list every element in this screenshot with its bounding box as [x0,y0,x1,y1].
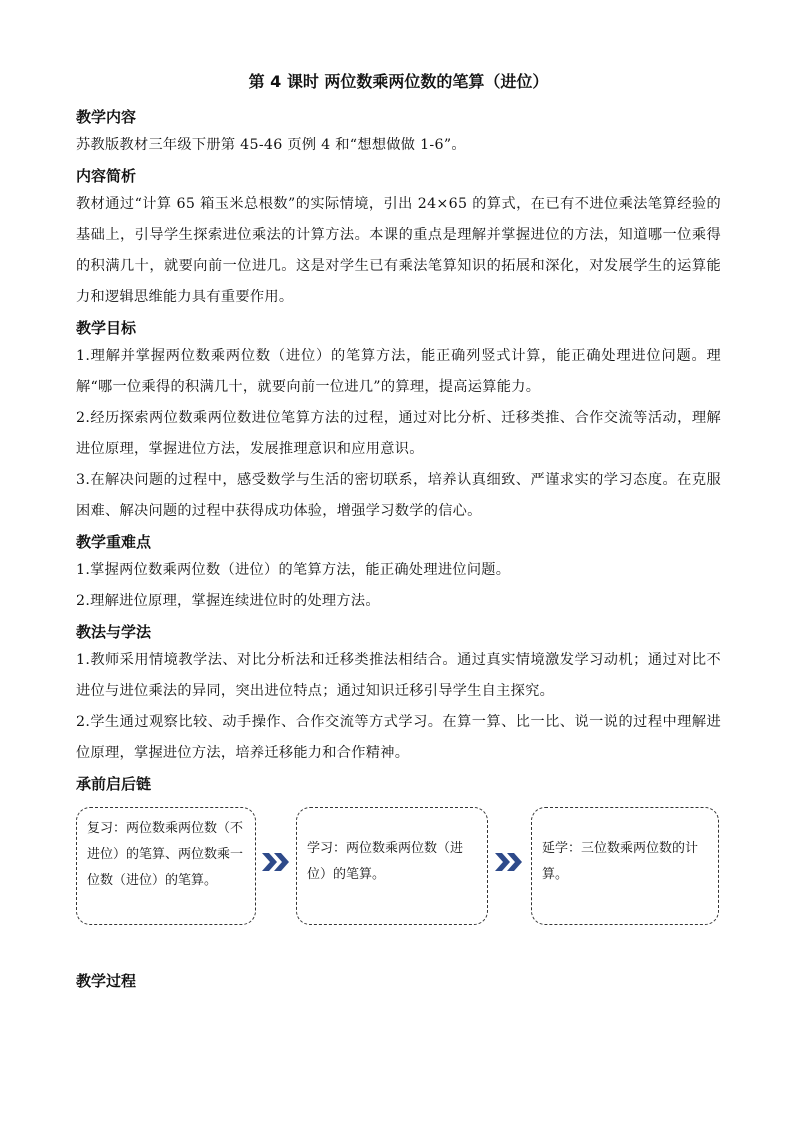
heading-methods: 教法与学法 [76,623,152,641]
heading-chain: 承前启后链 [76,775,152,793]
heading-goals: 教学目标 [76,319,137,337]
double-chevron-right-icon [493,851,525,873]
analysis-text: 教材通过“计算 65 箱玉米总根数”的实际情境，引出 24×65 的算式，在已有不进位乘法笔算经验的基础上，引导学生探索进位乘法的计算方法。本课的重点是理解并掌握进位的方法，知道哪一位乘得的积满几十，就要向前一位进几。这是对学生已有乘法笔算知识的拓展和深化，对发展学生的运算能力和逻辑思维能力具有重要作用。 [76,196,721,305]
heading-analysis: 内容简析 [76,167,137,185]
heading-content: 教学内容 [76,108,137,126]
chain-box-extend: 延学：三位数乘两位数的计算。 [531,807,719,925]
goal-item-3: 3.在解决问题的过程中，感受数学与生活的密切联系，培养认真细致、严谨求实的学习态度。在克服困难、解决问题的过程中获得成功体验，增强学习数学的信心。 [76,472,721,519]
key-point-2: 2.理解进位原理，掌握连续进位时的处理方法。 [76,593,380,609]
heading-process: 教学过程 [76,972,137,990]
heading-key-points: 教学重难点 [76,533,152,551]
chain-box-learn: 学习：两位数乘两位数（进位）的笔算。 [296,807,488,925]
method-item-2: 2.学生通过观察比较、动手操作、合作交流等方式学习。在算一算、比一比、说一说的过程中理解进位原理，掌握进位方法，培养迁移能力和合作精神。 [76,714,721,761]
knowledge-chain [76,803,721,928]
double-chevron-right-icon [260,851,292,873]
lesson-plan-page [76,70,721,994]
key-point-1: 1.掌握两位数乘两位数（进位）的笔算方法，能正确处理进位问题。 [76,562,511,578]
content-text: 苏教版教材三年级下册第 45-46 页例 4 和“想想做做 1-6”。 [76,137,466,153]
chain-box-review: 复习：两位数乘两位数（不进位）的笔算、两位数乘一位数（进位）的笔算。 [76,807,256,925]
goal-item-2: 2.经历探索两位数乘两位数进位笔算方法的过程，通过对比分析、迁移类推、合作交流等活动，理解进位原理，掌握进位方法，发展推理意识和应用意识。 [76,410,721,457]
method-item-1: 1.教师采用情境教学法、对比分析法和迁移类推法相结合。通过真实情境激发学习动机；通过对比不进位与进位乘法的异同，突出进位特点；通过知识迁移引导学生自主探究。 [76,652,721,699]
page-title: 第 4 课时 两位数乘两位数的笔算（进位） [248,72,549,91]
goal-item-1: 1.理解并掌握两位数乘两位数（进位）的笔算方法，能正确列竖式计算，能正确处理进位问题。理解“哪一位乘得的积满几十，就要向前一位进几”的算理，提高运算能力。 [76,348,721,395]
